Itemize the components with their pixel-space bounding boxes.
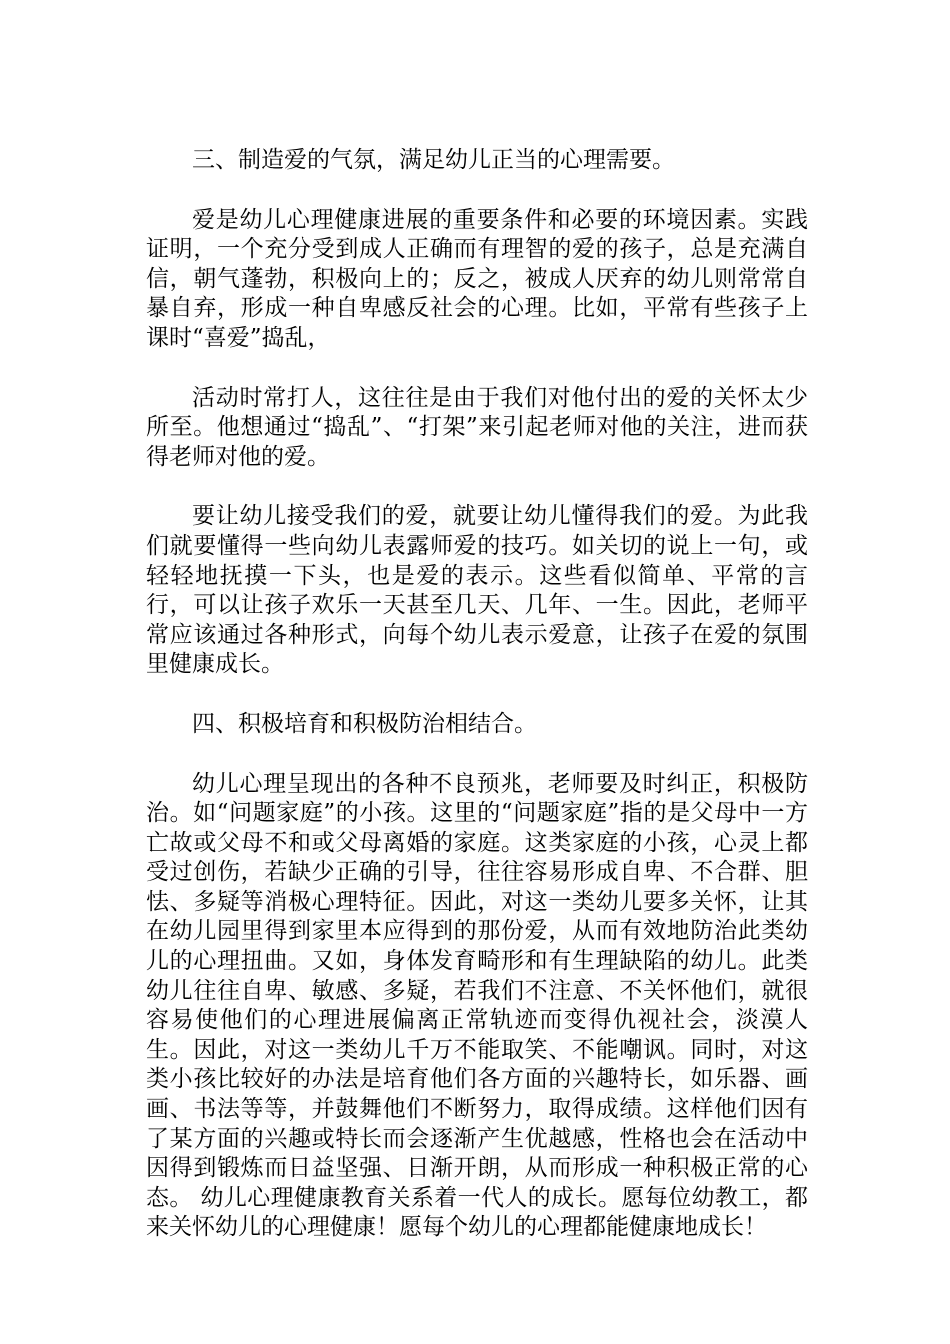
paragraph-expressing-love: 要让幼儿接受我们的爱，就要让幼儿懂得我们的爱。为此我们就要懂得一些向幼儿表露师爱的技巧。如关切的说上一句，或轻轻地抚摸一下头，也是爱的表示。这些看似简单、平常的言行，可以让孩子欢乐一天甚至几天、几年、一生。因此，老师平常应该通过各种形式，向每个幼儿表示爱意，让孩子在爱的氛围里健康成长。 (146, 503, 808, 678)
paragraph-prevention: 幼儿心理呈现出的各种不良预兆，老师要及时纠正，积极防治。如“问题家庭”的小孩。这里的“问题家庭”指的是父母中一方亡故或父母不和或父母离婚的家庭。这类家庭的小孩，心灵上都受过创伤，若缺少正确的引导，往往容易形成自卑、不合群、胆怯、多疑等消极心理特征。因此，对这一类幼儿要多关怀，让其在幼儿园里得到家里本应得到的那份爱，从而有效地防治此类幼儿的心理扭曲。又如，身体发育畸形和有生理缺陷的幼儿。此类幼儿往往自卑、敏感、多疑，若我们不注意、不关怀他们，就很容易使他们的心理进展偏离正常轨迹而变得仇视社会，淡漠人生。因此，对这一类幼儿千万不能取笑、不能嘲讽。同时，对这类小孩比较好的办法是培育他们各方面的兴趣特长，如乐器、画画、书法等等，并鼓舞他们不断努力，取得成绩。这样他们因有了某方面的兴趣或特长而会逐渐产生优越感，性格也会在活动中因得到锻炼而日益坚强、日渐开朗，从而形成一种积极正常的心态。 幼儿心理健康教育关系着一代人的成长。愿每位幼教工，都来关怀幼儿的心理健康！愿每个幼儿的心理都能健康地成长！ (146, 770, 808, 1241)
paragraph-love-importance: 爱是幼儿心理健康进展的重要条件和必要的环境因素。实践证明，一个充分受到成人正确而有理智的爱的孩子，总是充满自信，朝气蓬勃，积极向上的；反之，被成人厌弃的幼儿则常常自暴自弃，形成一种自卑感反社会的心理。比如，平常有些孩子上课时“喜爱”捣乱， (146, 206, 808, 351)
paragraph-fighting-attention: 活动时常打人，这往往是由于我们对他付出的爱的关怀太少所至。他想通过“捣乱”、“打架”来引起老师对他的关注，进而获得老师对他的爱。 (146, 384, 808, 470)
section-heading-3: 三、制造爱的气氛，满足幼儿正当的心理需要。 (192, 147, 675, 173)
section-heading-4: 四、积极培育和积极防治相结合。 (192, 710, 537, 737)
document-body (146, 146, 808, 1243)
